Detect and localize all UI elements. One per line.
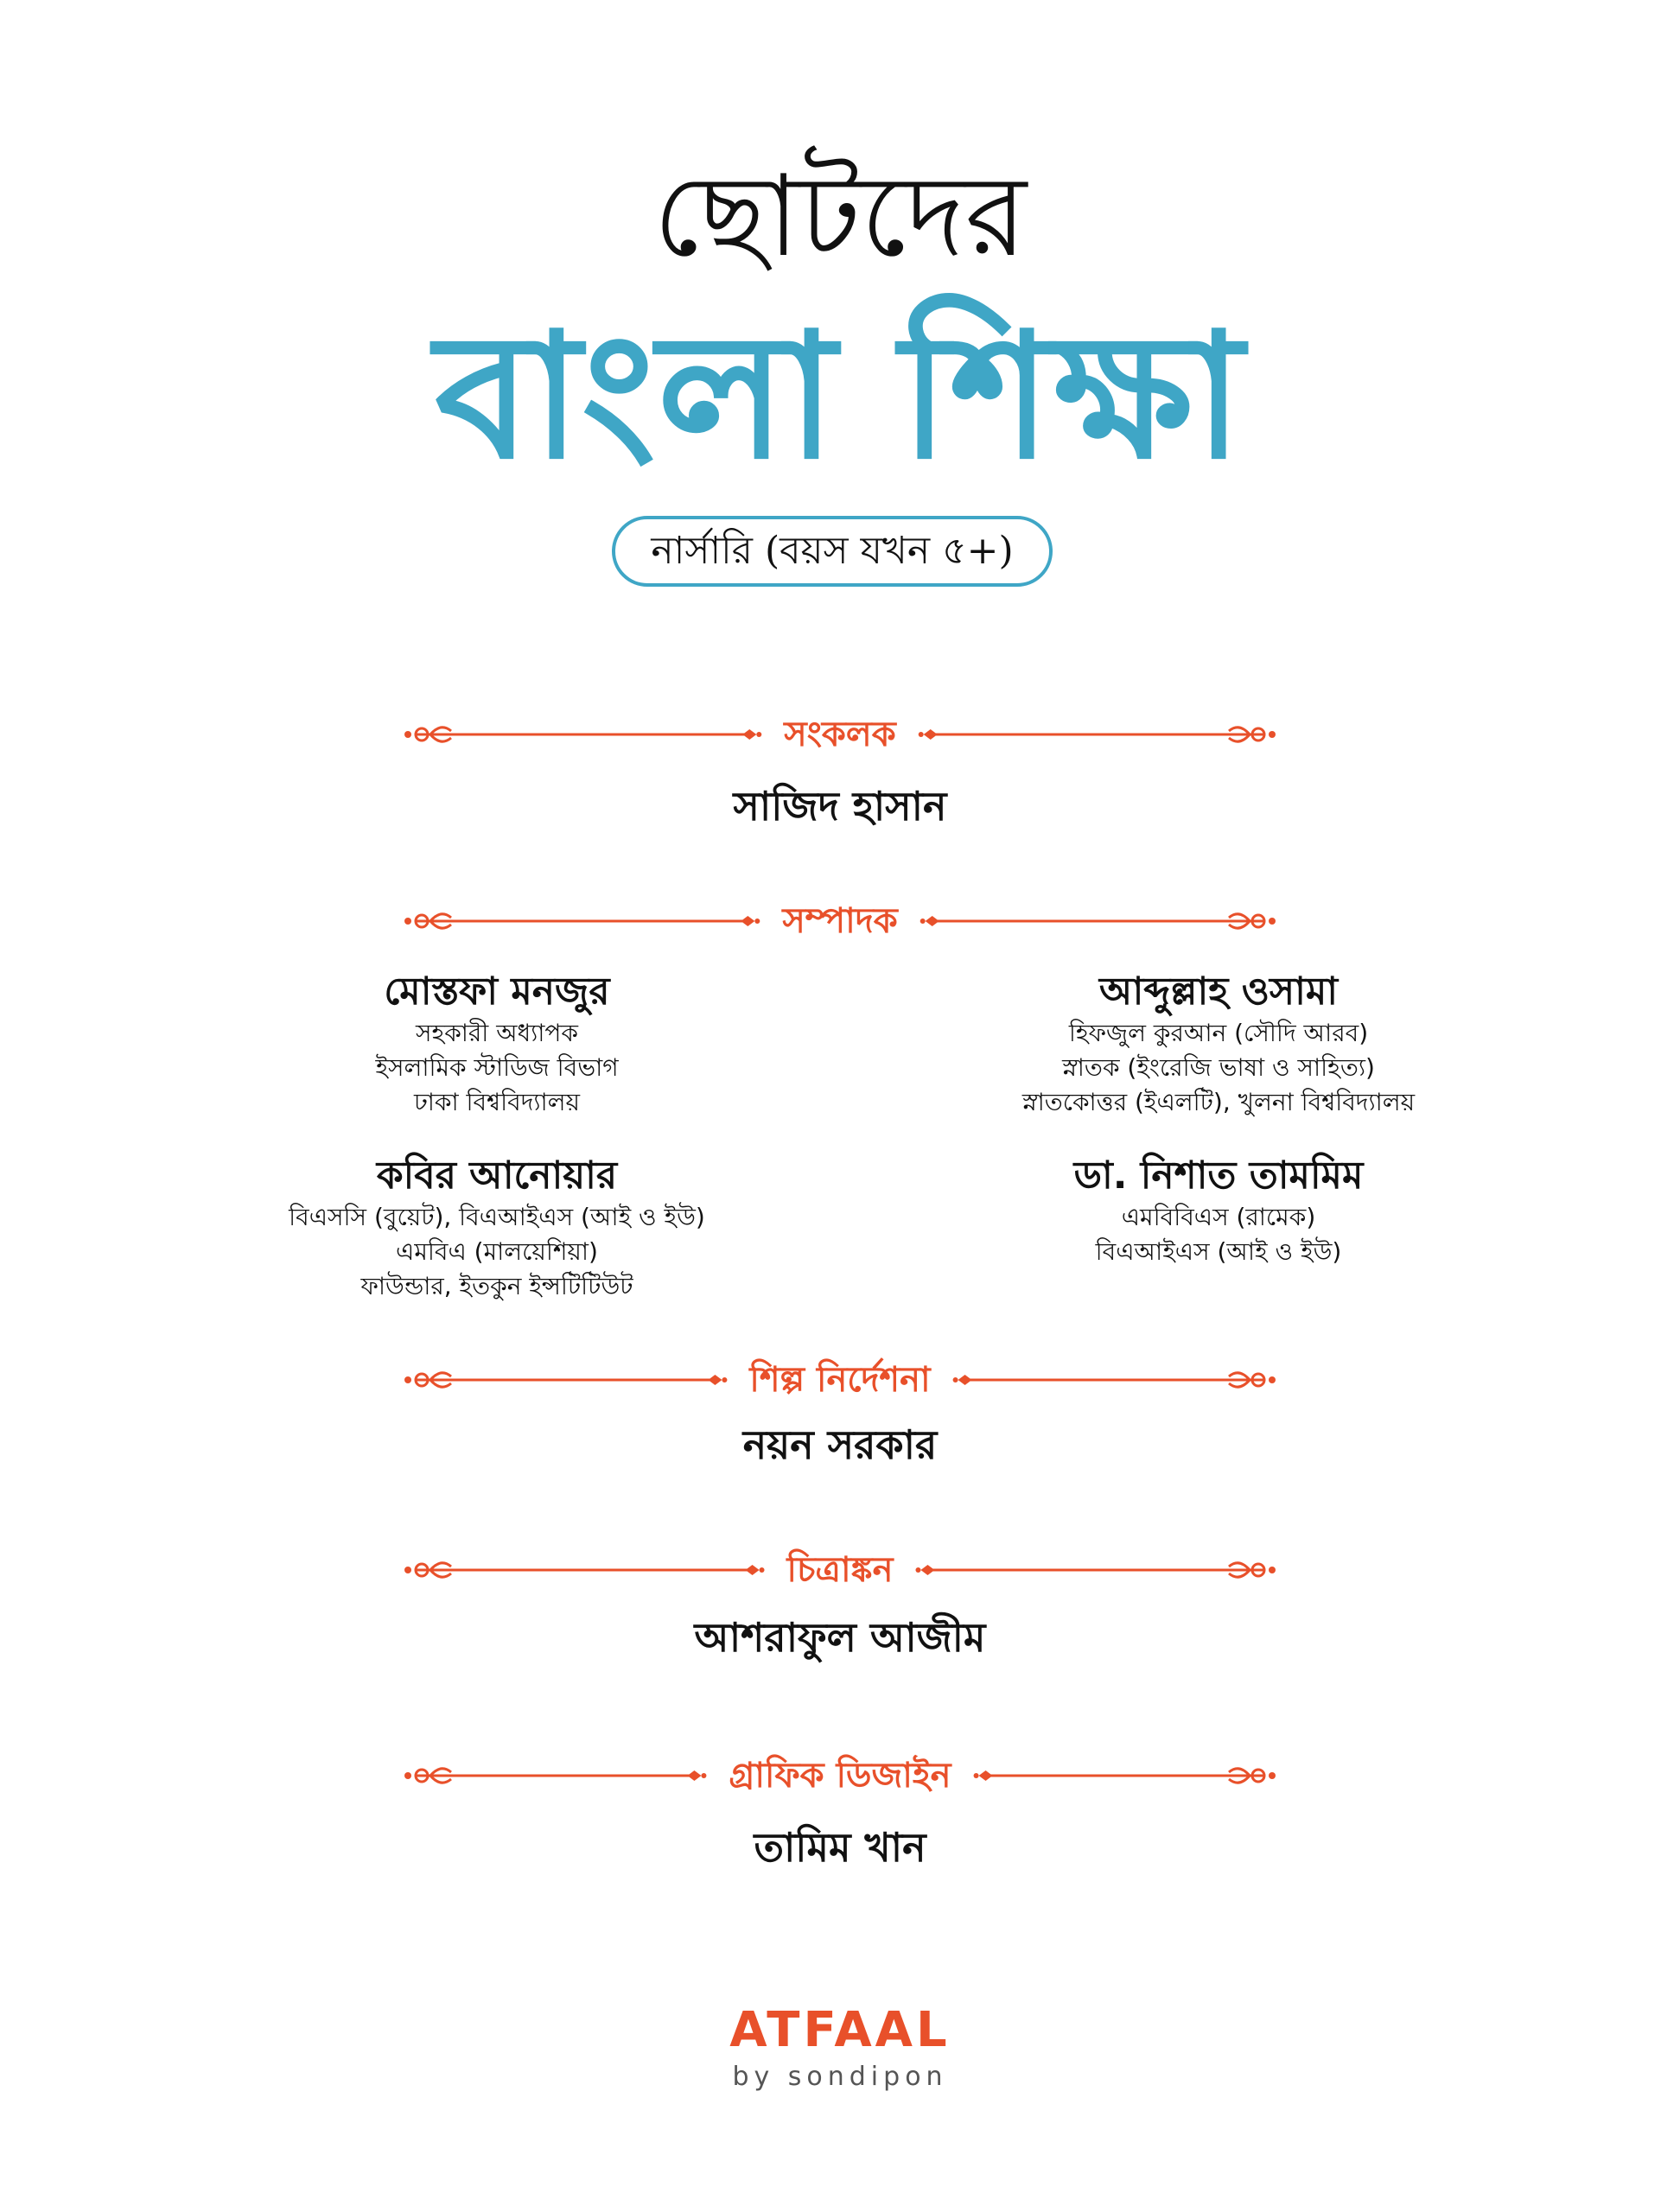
level-badge: নার্সারি (বয়স যখন ৫+) [612, 516, 1053, 587]
editor-credential: ঢাকা বিশ্ববিদ্যালয় [413, 1088, 581, 1116]
graphic-design-divider [380, 1750, 1300, 1802]
graphic-designer-name: তামিম খান [754, 1824, 926, 1871]
editors-divider [380, 895, 1300, 947]
editor-card [977, 1152, 1460, 1269]
editor-credential: হিফজুল কুরআন (সৌদি আরব) [1068, 1019, 1369, 1047]
publisher-byline: by sondipon [732, 2062, 948, 2092]
editor-name: কবির আনোয়ার [376, 1154, 618, 1198]
art-direction-heading: শিল্প নির্দেশনা [749, 1360, 931, 1400]
book-title: বাংলা শিক্ষা [435, 296, 1245, 498]
editor-credential: স্নাতকোত্তর (ইএলটি), খুলনা বিশ্ববিদ্যালয় [1021, 1088, 1416, 1116]
editor-credential: ফাউন্ডার, ইতকুন ইন্সটিটিউট [360, 1272, 633, 1300]
editor-credential: সহকারী অধ্যাপক [415, 1019, 578, 1047]
editor-name: ডা. নিশাত তামমিম [1073, 1154, 1364, 1198]
editors-heading: সম্পাদক [782, 901, 898, 941]
compiler-divider [380, 709, 1300, 760]
editor-card [285, 968, 709, 1120]
publisher-logo: ATFAAL [729, 2002, 951, 2058]
editor-credential: বিএসসি (বুয়েট), বিএআইএস (আই ও ইউ) [289, 1203, 705, 1231]
editor-credential: স্নাতক (ইংরেজি ভাষা ও সাহিত্য) [1062, 1053, 1375, 1082]
editor-name: মোস্তফা মনজুর [384, 969, 610, 1014]
editor-credential: এমবিবিএস (রামেক) [1121, 1203, 1316, 1231]
book-subtitle: ছোটদের [652, 150, 1028, 282]
compiler-heading: সংকলক [784, 715, 896, 754]
editor-card [942, 968, 1495, 1120]
graphic-design-heading: গ্রাফিক ডিজাইন [729, 1756, 951, 1796]
illustrator-name: আশরাফুল আজীম [694, 1614, 986, 1661]
editor-credential: বিএআইএস (আই ও ইউ) [1095, 1237, 1342, 1266]
art-director-name: নয়ন সরকার [742, 1421, 938, 1468]
illustration-heading: চিত্রাঙ্কন [786, 1550, 894, 1590]
illustration-divider [380, 1544, 1300, 1596]
compiler-name: সাজিদ হাসান [733, 783, 947, 830]
art-direction-divider [380, 1354, 1300, 1406]
editor-card [259, 1152, 735, 1304]
editor-credential: ইসলামিক স্টাডিজ বিভাগ [375, 1053, 619, 1082]
editor-name: আব্দুল্লাহ ওসামা [1098, 969, 1339, 1014]
editor-credential: এমবিএ (মালয়েশিয়া) [396, 1237, 598, 1266]
